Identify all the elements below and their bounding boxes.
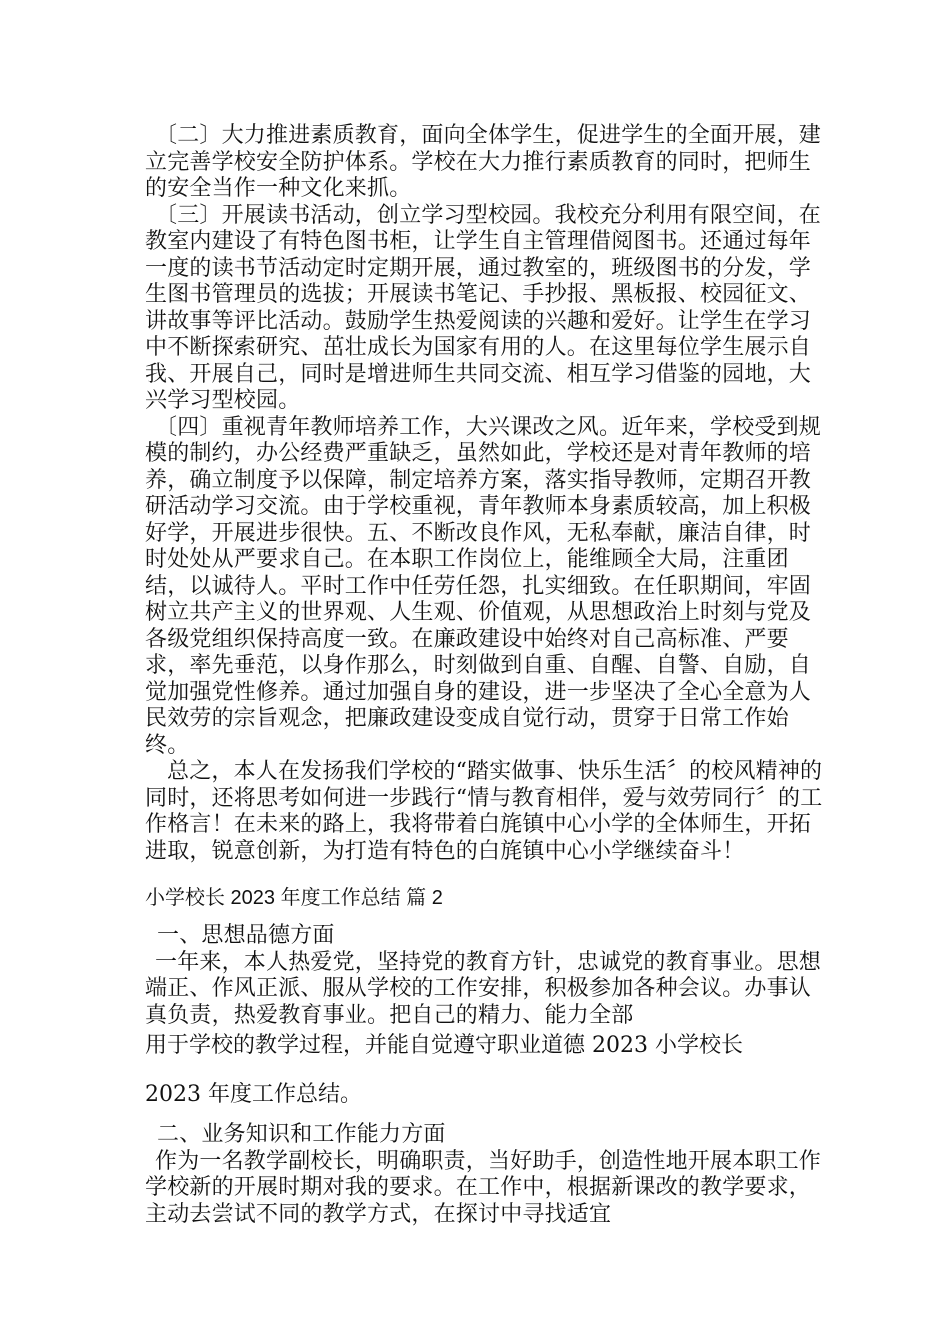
paragraph-summary: 总之，本人在发扬我们学校的“踏实做事、快乐生活〞的校风精神的同时，还将思考如何进一步践行“情与教育相伴，爱与效劳同行〞的工作格言！在未来的路上，我将带着白旄镇中心小学的全体师生，开拓进取，锐意创新，为打造有特色的白旄镇中心小学继续奋斗！ [145, 759, 823, 864]
section2-title: 小学校长 2023 年度工作总结 篇 2 [145, 887, 443, 909]
section2-part2 [145, 1122, 825, 1228]
paragraph-four: 〔四〕重视青年教师培养工作，大兴课改之风。近年来，学校受到规模的制约，办公经费严重缺乏，虽然如此，学校还是对青年教师的培养，确立制度予以保障，制定培养方案，落实指导教师，定期召开教研活动学习交流。由于学校重视，青年教师本身素质较高，加上积极好学，开展进步很快。五、不断改良作风，无私奉献，廉洁自律，时时处处从严要求自己。在本职工作岗位上，能维顾全大局，注重团结，以诚待人。平时工作中任劳任怨，扎实细致。在任职期间，牢固树立共产主义的世界观、人生观、价值观，从思想政治上时刻与党及各级党组织保持高度一致。在廉政建设中始终对自己高标准、严要求，率先垂范，以身作那么，时刻做到自重、自醒、自警、自励，自觉加强党性修养。通过加强自身的建设，进一步坚决了全心全意为人民效劳的宗旨观念，把廉政建设变成自觉行动，贯穿于日常工作始终。 [145, 414, 822, 758]
paragraph-professional: 作为一名教学副校长，明确职责，当好助手，创造性地开展本职工作学校新的开展时期对我的要求。在工作中，根据新课改的教学要求，主动去尝试不同的教学方式，在探讨中寻找适宜 [145, 1148, 822, 1227]
heading-professional: 二、业务知识和工作能力方面 [157, 1122, 446, 1147]
paragraph-two: 〔二〕大力推进素质教育，面向全体学生，促进学生的全面开展，建立完善学校安全防护体系。学校在大力推行素质教育的同时，把师生的安全当作一种文化来抓。 [145, 123, 822, 201]
paragraph-three: 〔三〕开展读书活动，创立学习型校园。我校充分利用有限空间，在教室内建设了有特色图书柜，让学生自主管理借阅图书。还通过每年一度的读书节活动定时定期开展，通过教室的，班级图书的分发，学生图书管理员的选拔；开展读书笔记、手抄报、黑板报、校园征文、讲故事等评比活动。鼓励学生热爱阅读的兴趣和爱好。让学生在学习中不断探索研究、茁壮成长为国家有用的人。在这里每位学生展示自我、开展自己，同时是增进师生共同交流、相互学习借鉴的园地，大兴学习型校园。 [145, 202, 822, 413]
heading-ideology: 一、思想品德方面 [157, 923, 335, 948]
paragraph-ideology: 一年来，本人热爱党，坚持党的教育方针，忠诚党的教育事业。思想端正、作风正派、服从学校的工作安排，积极参加各种会议。办事认真负责，热爱教育事业。把自己的精力、能力全部 [145, 949, 822, 1028]
paragraph-ideology-continued: 用于学校的教学过程，并能自觉遵守职业道德 2023 小学校长 [145, 1033, 743, 1058]
paragraph-ideology-end: 2023 年度工作总结。 [145, 1082, 362, 1107]
section1-body [145, 123, 825, 865]
section2-part1 [145, 923, 825, 1029]
